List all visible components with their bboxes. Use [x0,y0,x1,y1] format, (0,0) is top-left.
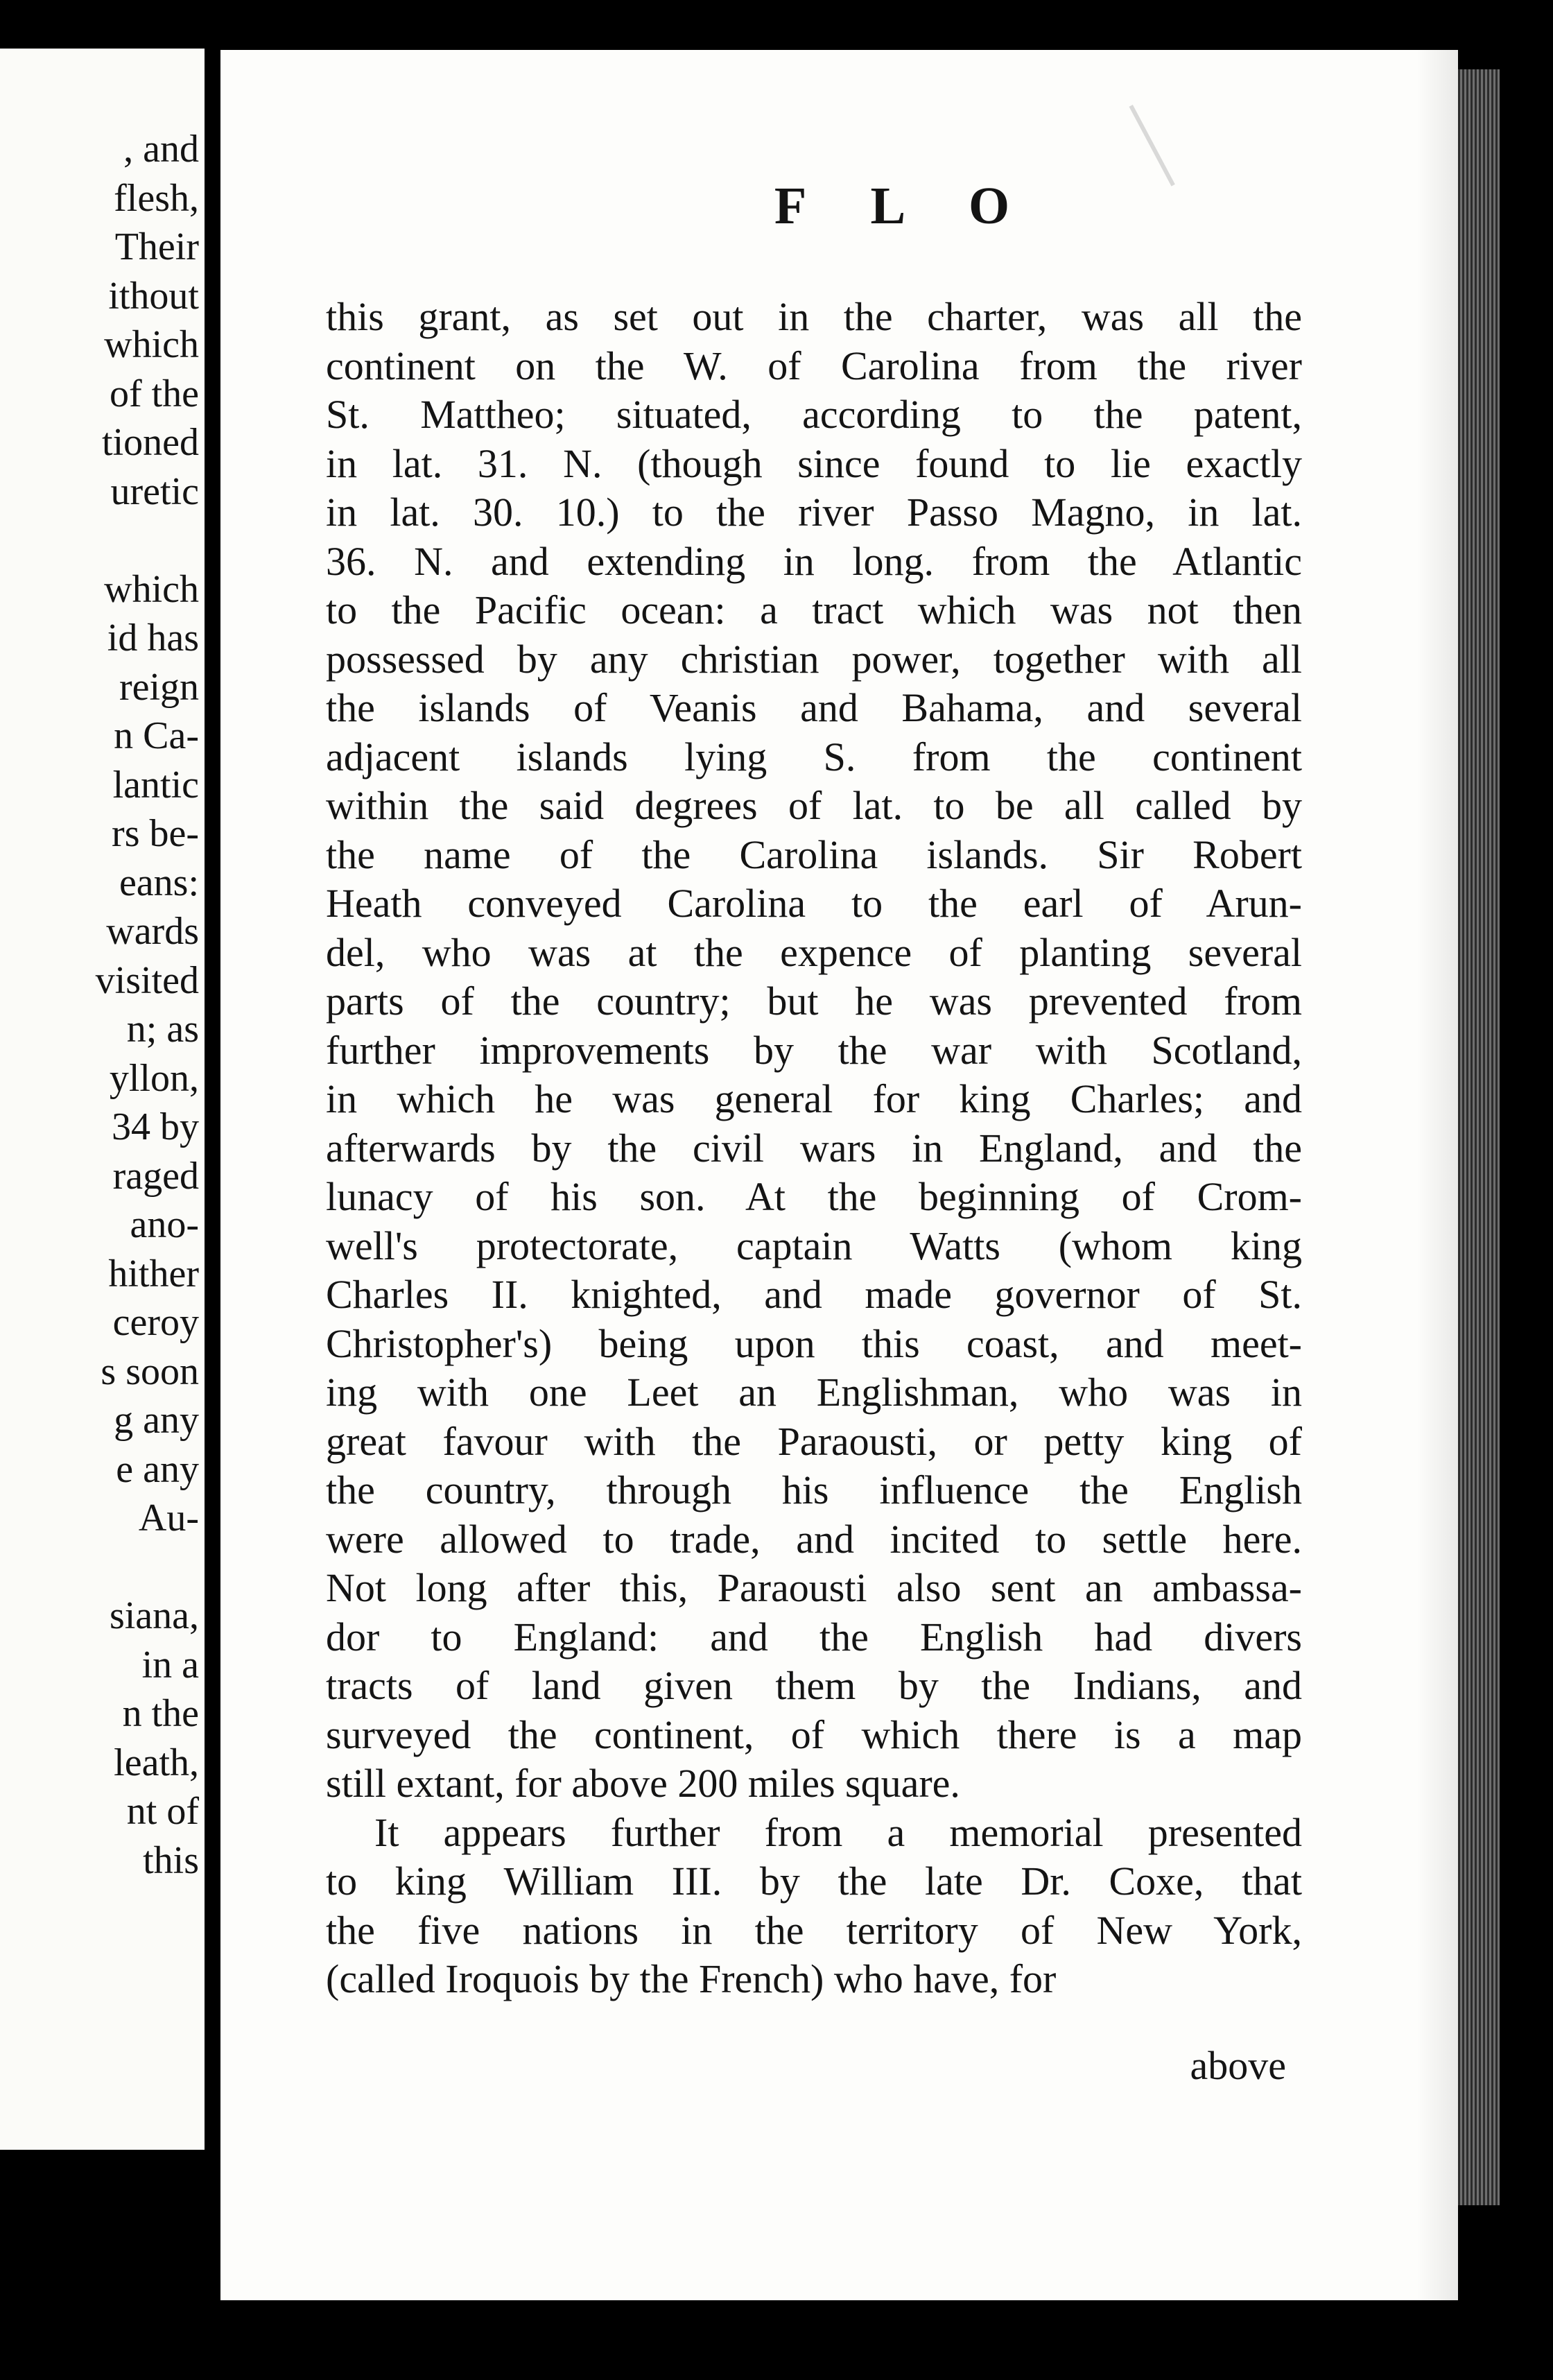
text-line: (called Iroquois by the French) who have, for [326,1956,1057,2001]
left-page-line: n Ca- [114,714,199,757]
text-line: surveyed the continent, of which there is a map [326,1711,1302,1757]
left-page-line: in a [141,1643,199,1687]
text-line: further improvements by the war with Scotland, [326,1027,1302,1073]
left-page-line: yllon, [109,1056,199,1100]
left-page-line: ceroy [112,1301,199,1344]
main-page [220,50,1458,2300]
text-line: in lat. 30. 10.) to the river Passo Magno, in lat. [326,490,1302,535]
left-page-line: of the [109,372,199,415]
text-line: possessed by any christian power, together with all [326,636,1302,682]
left-page-line: tioned [102,421,199,464]
left-page-line: e any [116,1447,199,1491]
left-page-line: siana, [109,1594,199,1637]
left-page-line: lantic [112,763,199,807]
left-page-line: ithout [108,274,199,318]
text-line: in lat. 31. N. (though since found to lie exactly [326,440,1302,486]
text-line: well's protectorate, captain Watts (whom king [326,1223,1302,1268]
left-page-line: nt of [126,1790,199,1833]
ink-mark [1129,101,1183,186]
text-line: still extant, for above 200 miles square. [326,1761,960,1806]
left-page-line: flesh, [114,176,199,220]
page-shadow [1416,50,1458,2300]
text-line: great favour with the Paraousti, or petty king of [326,1418,1302,1464]
text-line: in which he was general for king Charles; and [326,1076,1302,1121]
left-page-line: this [143,1838,199,1882]
text-line: Not long after this, Paraousti also sent an ambassa- [326,1565,1302,1610]
left-facing-page [0,49,205,2150]
left-page-line: leath, [114,1741,199,1784]
left-page-line: , and [123,128,199,171]
page-edges [1458,69,1500,2205]
text-line: adjacent islands lying S. from the continent [326,734,1302,779]
left-page-line: eans: [119,861,199,904]
left-page-line: reign [119,665,199,709]
running-head: F L O [774,177,1036,235]
left-page-line: visited [95,958,199,1002]
catchword: above [1190,2043,1286,2088]
text-line: afterwards by the civil wars in England, and the [326,1125,1302,1171]
text-line: to king William III. by the late Dr. Coxe, that [326,1859,1302,1904]
text-line: dor to England: and the English had divers [326,1614,1302,1659]
text-line: ing with one Leet an Englishman, who was in [326,1370,1302,1415]
text-line: St. Mattheo; situated, according to the patent, [326,392,1302,437]
left-page-line: id has [107,616,199,659]
text-line: within the said degrees of lat. to be all called by [326,783,1302,828]
text-line: del, who was at the expence of planting several [326,929,1302,975]
left-page-line: n; as [126,1008,199,1051]
left-page-line: wards [106,910,199,953]
text-line: to the Pacific ocean: a tract which was not then [326,587,1302,632]
text-line: the country, through his influence the English [326,1467,1302,1512]
left-page-line: which [104,323,199,366]
left-page-line: Au- [138,1497,199,1540]
text-line: It appears further from a memorial presented [374,1809,1302,1855]
left-page-line: ano- [130,1203,199,1246]
left-page-line: rs be- [112,812,199,855]
left-page-line: n the [122,1692,199,1735]
left-page-line: g any [114,1399,199,1442]
text-line: were allowed to trade, and incited to settle here. [326,1516,1302,1562]
left-page-line: uretic [110,469,199,513]
left-page-line: raged [112,1154,199,1198]
text-line: parts of the country; but he was prevented from [326,978,1302,1024]
text-line: lunacy of his son. At the beginning of Crom- [326,1174,1302,1219]
left-page-line: Their [114,225,199,268]
text-line: the five nations in the territory of New York, [326,1907,1302,1953]
left-page-line: 34 by [112,1105,199,1148]
text-line: Charles II. knighted, and made governor of St. [326,1272,1302,1317]
left-page-line: hither [108,1252,199,1295]
text-line: continent on the W. of Carolina from the river [326,343,1302,388]
text-line: tracts of land given them by the Indians, and [326,1663,1302,1708]
left-page-line: s soon [101,1349,199,1393]
text-line: the islands of Veanis and Bahama, and several [326,685,1302,730]
text-line: this grant, as set out in the charter, was all the [326,294,1302,339]
body-text [326,293,1302,2004]
text-line: the name of the Carolina islands. Sir Robert [326,831,1302,877]
left-page-line: which [104,567,199,611]
text-line: 36. N. and extending in long. from the Atlantic [326,538,1302,584]
text-line: Christopher's) being upon this coast, and meet- [326,1320,1302,1366]
text-line: Heath conveyed Carolina to the earl of Arun- [326,881,1302,926]
